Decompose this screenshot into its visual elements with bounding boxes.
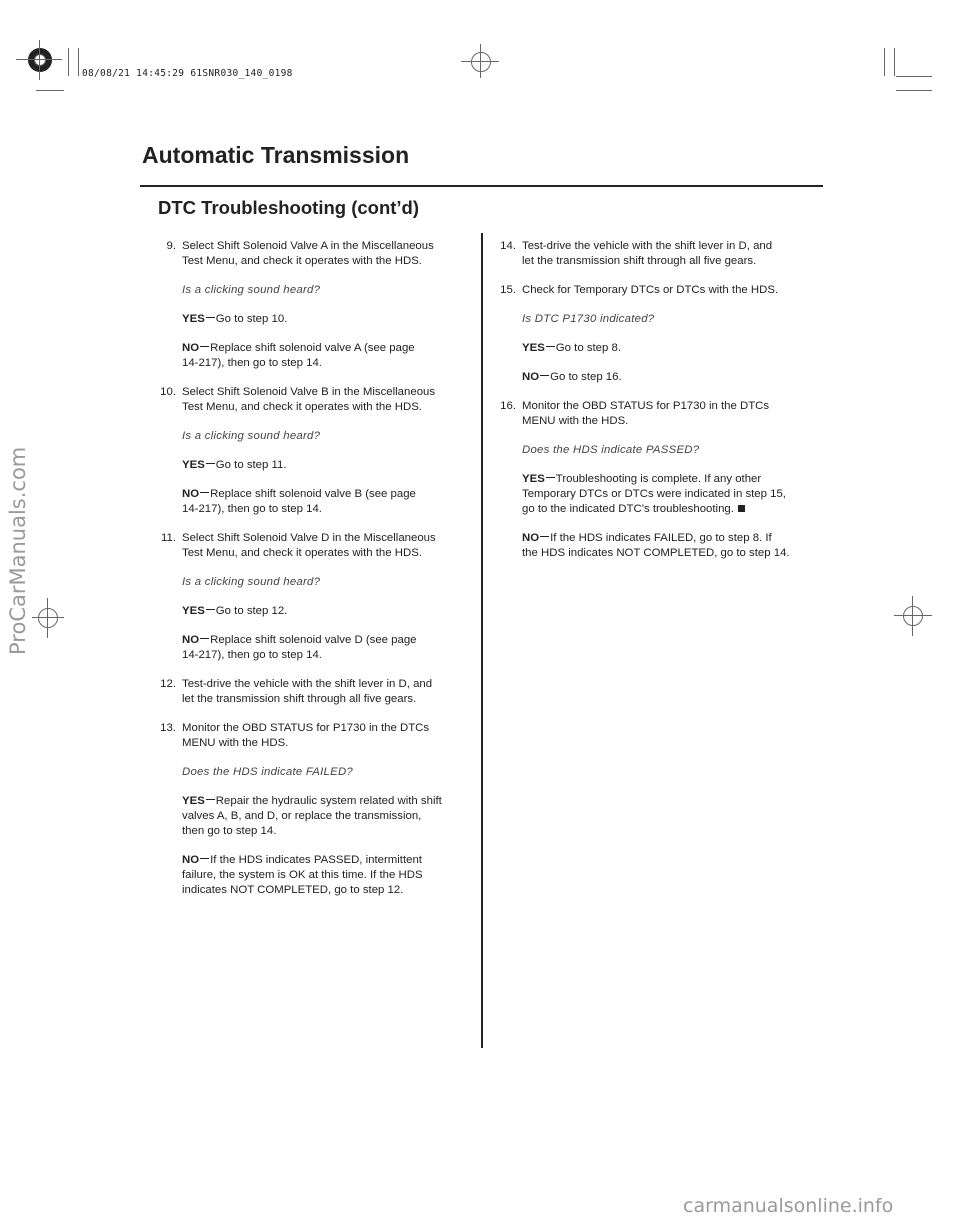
step-13 [157,721,477,751]
page-subtitle: DTC Troubleshooting (cont’d) [158,197,420,218]
step-text: Monitor the OBD STATUS for P1730 in the DTCs MENU with the HDS. [522,400,770,427]
side-watermark: ProCarManuals.com [6,446,30,655]
step-question: Does the HDS indicate PASSED? [522,444,700,456]
no-answer: NO Replace shift solenoid valve D (see page 14-217), then go to step 14. [182,634,417,661]
column-divider [481,233,483,1048]
no-answer: NO Replace shift solenoid valve A (see page 14-217), then go to step 14. [182,342,415,369]
step-number: 15. [500,284,516,296]
step-12 [157,677,477,707]
step-question: Is a clicking sound heard? [182,576,321,588]
end-of-procedure-icon [738,505,745,512]
yes-answer: YES Troubleshooting is complete. If any other Temporary DTCs or DTCs were indicated in step 15, go to the indicated DTC’s troubleshooting. [522,473,786,515]
right-column [497,239,822,561]
step-question: Does the HDS indicate FAILED? [182,766,354,778]
step-16 [497,399,822,429]
left-column [157,239,477,898]
step-question: Is a clicking sound heard? [182,284,321,296]
step-number: 9. [166,240,176,252]
step-number: 14. [500,240,516,252]
yes-answer: YES Go to step 12. [182,605,288,617]
yes-answer: YES Go to step 10. [182,313,288,325]
step-text: Test-drive the vehicle with the shift lever in D, and let the transmission shift through all five gears. [522,240,773,267]
yes-answer: YES Go to step 11. [182,459,287,471]
step-text: Test-drive the vehicle with the shift lever in D, and let the transmission shift through all five gears. [182,678,433,705]
title-rule [140,185,823,187]
step-text: Select Shift Solenoid Valve A in the Miscellaneous Test Menu, and check it operates with the HDS. [182,240,434,267]
print-job-stamp: 08/08/21 14:45:29 61SNR030_140_0198 [82,68,293,79]
step-14 [497,239,822,269]
no-answer: NO Go to step 16. [522,371,622,383]
yes-answer: YES Repair the hydraulic system related with shift valves A, B, and D, or replace the transmission, then go to step 14. [182,795,442,837]
step-9 [157,239,477,269]
step-number: 10. [160,386,176,398]
step-question: Is DTC P1730 indicated? [522,313,655,325]
step-number: 11. [161,532,176,544]
no-answer: NO Replace shift solenoid valve B (see page 14-217), then go to step 14. [182,488,416,515]
page-title: Automatic Transmission [142,142,410,168]
step-number: 12. [160,678,176,690]
no-answer: NO If the HDS indicates FAILED, go to step 8. If the HDS indicates NOT COMPLETED, go to step 14. [522,532,790,559]
step-text: Select Shift Solenoid Valve B in the Miscellaneous Test Menu, and check it operates with the HDS. [182,386,436,413]
step-question: Is a clicking sound heard? [182,430,321,442]
step-15 [497,283,822,298]
step-11 [157,531,477,561]
step-10 [157,385,477,415]
yes-answer: YES Go to step 8. [522,342,622,354]
step-text: Monitor the OBD STATUS for P1730 in the DTCs MENU with the HDS. [182,722,430,749]
step-number: 16. [500,400,516,412]
step-number: 13. [160,722,176,734]
step-text: Check for Temporary DTCs or DTCs with the HDS. [522,284,779,296]
footer-watermark: carmanualsonline.info [683,1195,894,1217]
step-text: Select Shift Solenoid Valve D in the Miscellaneous Test Menu, and check it operates with the HDS. [182,532,436,559]
no-answer: NO If the HDS indicates PASSED, intermittent failure, the system is OK at this time. If the HDS indicates NOT COMPLETED, go to step 12. [182,854,423,896]
